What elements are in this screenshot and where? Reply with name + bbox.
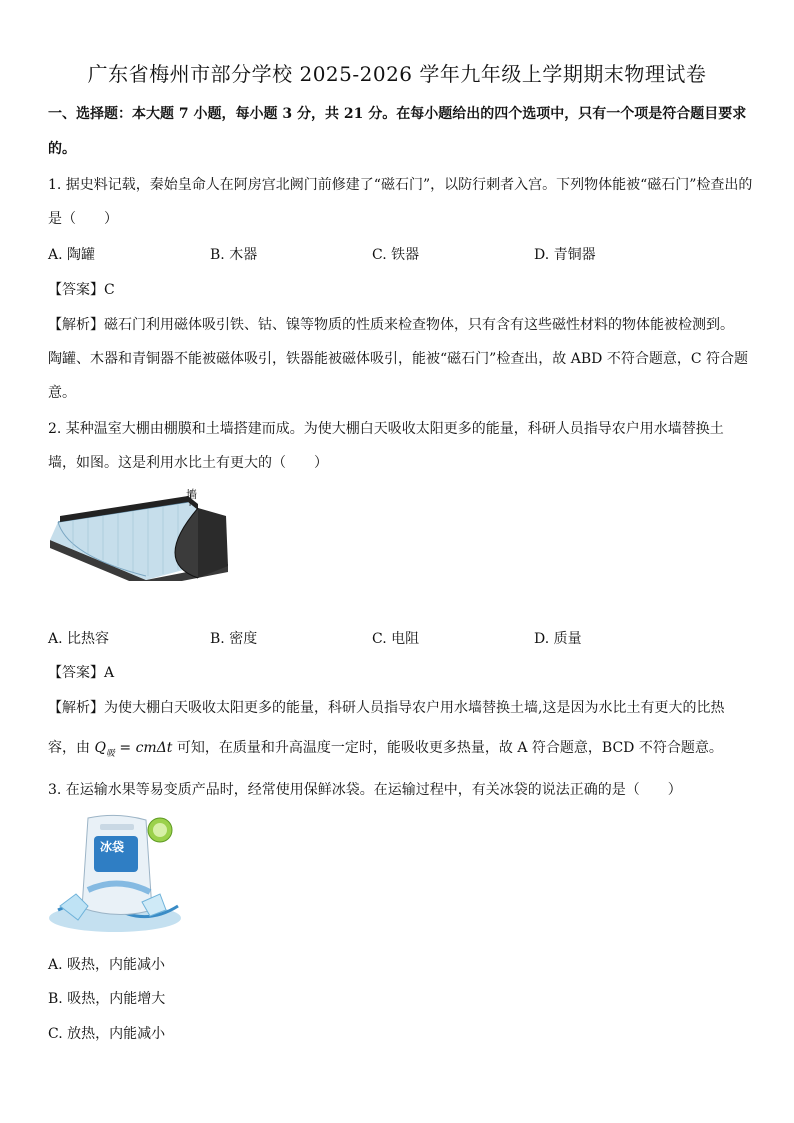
page-title: 广东省梅州市部分学校 2025-2026 学年九年级上学期期末物理试卷 <box>87 62 707 86</box>
q2-formula <box>94 740 173 759</box>
q1-option-d: D. 青铜器 <box>534 247 596 263</box>
ice-bag-label: 冰袋 <box>100 840 125 854</box>
q2-option-c: C. 电阻 <box>372 631 420 647</box>
figure-label-wall: 墙 <box>186 488 197 501</box>
q3-stem: 3. 在运输水果等易变质产品时，经常使用保鲜冰袋。在运输过程中，有关冰袋的说法正确的是（ ） <box>48 782 682 798</box>
q1-analysis-2: 陶罐、木器和青铜器不能被磁体吸引，铁器能被磁体吸引，能被“磁石门”检查出，故 ABD 不符合题意，C 符合题 <box>48 351 748 367</box>
q1-analysis-3: 意。 <box>48 385 76 401</box>
q1-analysis-1: 【解析】磁石门利用磁体吸引铁、钴、镍等物质的性质来检查物体，只有含有这些磁性材料的物体能被检测到。 <box>48 317 734 333</box>
q2-option-d: D. 质量 <box>534 631 582 647</box>
q1-answer: 【答案】C <box>48 282 115 298</box>
q1-option-c: C. 铁器 <box>372 247 420 263</box>
q2-answer: 【答案】A <box>48 665 115 681</box>
ice-bag-figure <box>48 810 182 936</box>
q1-stem-cont: 是（ ） <box>48 211 118 227</box>
q2-formula-sub: 吸 <box>105 748 115 759</box>
q2-formula-rest: = cmΔt <box>114 740 173 756</box>
q2-analysis-2 <box>48 737 723 759</box>
q1-option-b: B. 木器 <box>210 247 258 263</box>
q3-option-b: B. 吸热，内能增大 <box>48 991 166 1007</box>
section-instruction-cont: 的。 <box>48 141 76 157</box>
section-instruction: 一、选择题：本大题 7 小题，每小题 3 分，共 21 分。在每小题给出的四个选项中，只有一个项是符合题目要求 <box>48 106 747 122</box>
q2-formula-q: Q <box>94 740 106 756</box>
q2-analysis-1: 【解析】为使大棚白天吸收太阳更多的能量，科研人员指导农户用水墙替换土墙,这是因为水比土有更大的比热 <box>48 700 725 716</box>
q2-stem-cont: 墙，如图。这是利用水比土有更大的（ ） <box>48 455 328 471</box>
q3-option-a: A. 吸热，内能减小 <box>48 957 166 973</box>
q2-stem: 2. 某种温室大棚由棚膜和土墙搭建而成。为使大棚白天吸收太阳更多的能量，科研人员指导农户用水墙替换土 <box>48 421 724 437</box>
q1-stem: 1. 据史料记载，秦始皇命人在阿房宫北阙门前修建了“磁石门”，以防行刺者入宫。下列物体能被“磁石门”检查出的 <box>48 177 753 193</box>
greenhouse-figure <box>48 486 238 581</box>
q3-option-c: C. 放热，内能减小 <box>48 1026 166 1042</box>
q2-option-b: B. 密度 <box>210 631 258 647</box>
q2-analysis-suffix: 可知，在质量和升高温度一定时，能吸收更多热量，故 A 符合题意，BCD 不符合题意。 <box>176 740 723 756</box>
q2-analysis-prefix: 容，由 <box>48 740 90 756</box>
q1-option-a: A. 陶罐 <box>48 247 96 263</box>
q2-option-a: A. 比热容 <box>48 631 110 647</box>
